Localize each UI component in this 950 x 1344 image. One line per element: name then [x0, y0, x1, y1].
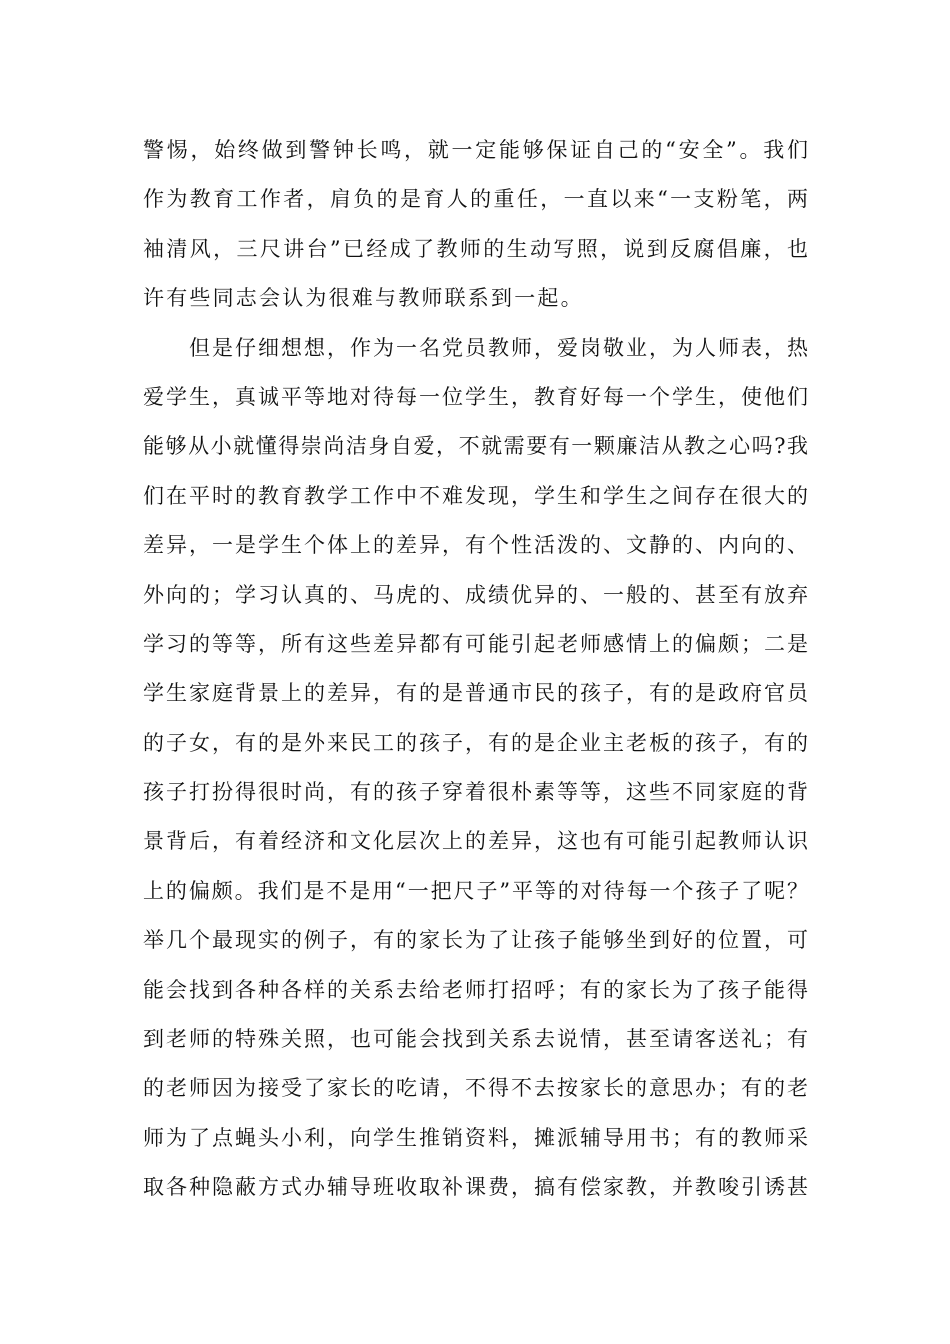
text-line: 外向的；学习认真的、马虎的、成绩优异的、一般的、甚至有放弃: [143, 582, 808, 607]
text-line: 作为教育工作者，肩负的是育人的重任，一直以来“一支粉笔，两: [143, 187, 808, 212]
text-line: 上的偏颇。我们是不是用“一把尺子”平等的对待每一个孩子了呢？: [143, 878, 808, 903]
text-line: 师为了点蝇头小利，向学生推销资料，摊派辅导用书；有的教师采: [143, 1125, 808, 1150]
text-line: 学生家庭背景上的差异，有的是普通市民的孩子，有的是政府官员: [143, 681, 808, 706]
text-line: 警惕，始终做到警钟长鸣，就一定能够保证自己的“安全”。我们: [143, 138, 808, 162]
text-line: 的老师因为接受了家长的吃请，不得不去按家长的意思办；有的老: [143, 1076, 808, 1101]
text-line: 取各种隐蔽方式办辅导班收取补课费，搞有偿家教，并教唆引诱甚: [143, 1175, 808, 1200]
text-line: 能会找到各种各样的关系去给老师打招呼；有的家长为了孩子能得: [143, 977, 808, 1002]
text-line: 孩子打扮得很时尚，有的孩子穿着很朴素等等，这些不同家庭的背: [143, 780, 808, 805]
text-line: 举几个最现实的例子，有的家长为了让孩子能够坐到好的位置，可: [143, 928, 808, 953]
paragraph-first-line: 但是仔细想想，作为一名党员教师，爱岗敬业，为人师表，热: [189, 335, 808, 360]
text-line: 的子女，有的是外来民工的孩子，有的是企业主老板的孩子，有的: [143, 730, 808, 755]
text-line: 能够从小就懂得崇尚洁身自爱，不就需要有一颗廉洁从教之心吗?我: [143, 434, 808, 459]
text-line: 景背后，有着经济和文化层次上的差异，这也有可能引起教师认识: [143, 829, 808, 854]
text-line: 袖清风，三尺讲台”已经成了教师的生动写照，说到反腐倡廉，也: [143, 236, 808, 261]
text-line: 们在平时的教育教学工作中不难发现，学生和学生之间存在很大的: [143, 483, 808, 508]
paragraph-last-line: 许有些同志会认为很难与教师联系到一起。: [143, 286, 584, 311]
body-text: [143, 126, 808, 1213]
text-line: 爱学生，真诚平等地对待每一位学生，教育好每一个学生，使他们: [143, 384, 808, 409]
text-line: 差异，一是学生个体上的差异，有个性活泼的、文静的、内向的、: [143, 533, 808, 558]
text-line: 学习的等等，所有这些差异都有可能引起老师感情上的偏颇；二是: [143, 631, 808, 656]
text-line: 到老师的特殊关照，也可能会找到关系去说情，甚至请客送礼；有: [143, 1027, 808, 1052]
